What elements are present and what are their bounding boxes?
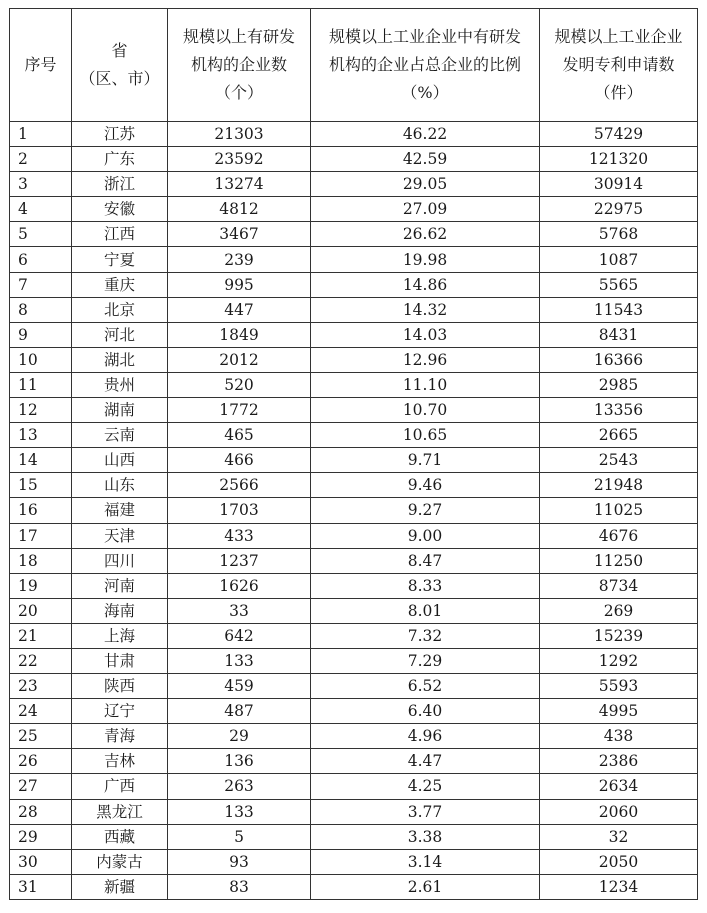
table-row <box>10 347 698 372</box>
cell-index: 17 <box>10 523 72 548</box>
cell-rd-enterprises: 5 <box>168 824 311 849</box>
cell-index: 12 <box>10 398 72 423</box>
cell-index: 13 <box>10 423 72 448</box>
cell-province: 黑龙江 <box>72 799 168 824</box>
cell-index: 25 <box>10 724 72 749</box>
cell-patent-applications: 5565 <box>540 272 698 297</box>
cell-province: 江西 <box>72 222 168 247</box>
cell-province: 福建 <box>72 498 168 523</box>
table-row <box>10 674 698 699</box>
cell-rd-ratio: 4.25 <box>311 774 540 799</box>
header-province <box>72 9 168 122</box>
table-body <box>10 122 698 900</box>
cell-patent-applications: 21948 <box>540 473 698 498</box>
cell-patent-applications: 11250 <box>540 548 698 573</box>
cell-rd-ratio: 4.96 <box>311 724 540 749</box>
cell-index: 23 <box>10 674 72 699</box>
cell-index: 22 <box>10 648 72 673</box>
table-row <box>10 322 698 347</box>
cell-rd-enterprises: 1703 <box>168 498 311 523</box>
cell-patent-applications: 5768 <box>540 222 698 247</box>
cell-rd-ratio: 2.61 <box>311 874 540 899</box>
cell-province: 湖北 <box>72 347 168 372</box>
cell-rd-ratio: 46.22 <box>311 122 540 147</box>
table-row <box>10 122 698 147</box>
cell-patent-applications: 1234 <box>540 874 698 899</box>
cell-province: 天津 <box>72 523 168 548</box>
cell-rd-enterprises: 447 <box>168 297 311 322</box>
cell-index: 3 <box>10 172 72 197</box>
cell-rd-enterprises: 13274 <box>168 172 311 197</box>
cell-rd-ratio: 8.33 <box>311 573 540 598</box>
cell-patent-applications: 11025 <box>540 498 698 523</box>
header-rd-ratio-line: 规模以上工业企业中有研发 <box>328 27 521 46</box>
cell-patent-applications: 2634 <box>540 774 698 799</box>
header-patent-applications-line: （件） <box>594 83 643 102</box>
cell-index: 19 <box>10 573 72 598</box>
cell-index: 1 <box>10 122 72 147</box>
cell-rd-ratio: 6.40 <box>311 699 540 724</box>
cell-patent-applications: 1292 <box>540 648 698 673</box>
cell-rd-enterprises: 1849 <box>168 322 311 347</box>
cell-rd-enterprises: 3467 <box>168 222 311 247</box>
cell-rd-enterprises: 465 <box>168 423 311 448</box>
table-row <box>10 222 698 247</box>
header-rd-ratio-line: （%） <box>401 83 449 102</box>
cell-rd-enterprises: 133 <box>168 648 311 673</box>
cell-index: 6 <box>10 247 72 272</box>
cell-rd-ratio: 4.47 <box>311 749 540 774</box>
cell-province: 山西 <box>72 448 168 473</box>
cell-rd-enterprises: 466 <box>168 448 311 473</box>
cell-rd-ratio: 27.09 <box>311 197 540 222</box>
table-row <box>10 623 698 648</box>
cell-rd-enterprises: 33 <box>168 598 311 623</box>
header-rd-enterprises-line: 机构的企业数 <box>190 55 287 74</box>
cell-index: 24 <box>10 699 72 724</box>
cell-rd-ratio: 14.32 <box>311 297 540 322</box>
cell-patent-applications: 57429 <box>540 122 698 147</box>
table-row <box>10 648 698 673</box>
cell-rd-enterprises: 4812 <box>168 197 311 222</box>
cell-index: 7 <box>10 272 72 297</box>
table-row <box>10 473 698 498</box>
cell-index: 8 <box>10 297 72 322</box>
cell-rd-enterprises: 995 <box>168 272 311 297</box>
cell-rd-ratio: 7.32 <box>311 623 540 648</box>
cell-patent-applications: 5593 <box>540 674 698 699</box>
cell-rd-enterprises: 1772 <box>168 398 311 423</box>
header-index <box>10 9 72 122</box>
cell-rd-enterprises: 239 <box>168 247 311 272</box>
cell-province: 四川 <box>72 548 168 573</box>
cell-rd-ratio: 7.29 <box>311 648 540 673</box>
cell-province: 新疆 <box>72 874 168 899</box>
cell-rd-ratio: 10.65 <box>311 423 540 448</box>
cell-patent-applications: 11543 <box>540 297 698 322</box>
header-row <box>10 9 698 122</box>
cell-patent-applications: 22975 <box>540 197 698 222</box>
table-row <box>10 548 698 573</box>
cell-rd-ratio: 19.98 <box>311 247 540 272</box>
cell-patent-applications: 2985 <box>540 372 698 397</box>
table-row <box>10 523 698 548</box>
cell-index: 9 <box>10 322 72 347</box>
table-row <box>10 372 698 397</box>
cell-province: 西藏 <box>72 824 168 849</box>
cell-patent-applications: 16366 <box>540 347 698 372</box>
table-row <box>10 849 698 874</box>
cell-index: 15 <box>10 473 72 498</box>
cell-province: 广西 <box>72 774 168 799</box>
cell-rd-ratio: 11.10 <box>311 372 540 397</box>
cell-index: 14 <box>10 448 72 473</box>
cell-patent-applications: 30914 <box>540 172 698 197</box>
cell-patent-applications: 269 <box>540 598 698 623</box>
cell-index: 11 <box>10 372 72 397</box>
cell-province: 河北 <box>72 322 168 347</box>
cell-patent-applications: 32 <box>540 824 698 849</box>
table-row <box>10 247 698 272</box>
cell-rd-ratio: 42.59 <box>311 147 540 172</box>
cell-rd-enterprises: 1626 <box>168 573 311 598</box>
cell-patent-applications: 15239 <box>540 623 698 648</box>
cell-index: 26 <box>10 749 72 774</box>
header-patent-applications <box>540 9 698 122</box>
cell-patent-applications: 2386 <box>540 749 698 774</box>
cell-rd-ratio: 8.47 <box>311 548 540 573</box>
table-row <box>10 498 698 523</box>
table-row <box>10 749 698 774</box>
table-row <box>10 699 698 724</box>
table-row <box>10 724 698 749</box>
cell-index: 30 <box>10 849 72 874</box>
cell-rd-enterprises: 133 <box>168 799 311 824</box>
cell-province: 内蒙古 <box>72 849 168 874</box>
cell-province: 甘肃 <box>72 648 168 673</box>
cell-rd-ratio: 3.14 <box>311 849 540 874</box>
header-rd-ratio-line: 机构的企业占总企业的比例 <box>328 55 521 74</box>
cell-province: 海南 <box>72 598 168 623</box>
header-patent-applications-line: 规模以上工业企业 <box>554 27 683 46</box>
cell-rd-ratio: 9.46 <box>311 473 540 498</box>
header-rd-enterprises-line: 规模以上有研发 <box>182 27 295 46</box>
table-row <box>10 448 698 473</box>
cell-province: 北京 <box>72 297 168 322</box>
cell-index: 28 <box>10 799 72 824</box>
table-row <box>10 874 698 899</box>
cell-province: 广东 <box>72 147 168 172</box>
cell-patent-applications: 2050 <box>540 849 698 874</box>
cell-index: 16 <box>10 498 72 523</box>
header-rd-enterprises-line: （个） <box>214 83 263 102</box>
cell-province: 陕西 <box>72 674 168 699</box>
table-row <box>10 147 698 172</box>
table-row <box>10 598 698 623</box>
cell-province: 安徽 <box>72 197 168 222</box>
cell-province: 青海 <box>72 724 168 749</box>
table-row <box>10 423 698 448</box>
cell-patent-applications: 121320 <box>540 147 698 172</box>
cell-patent-applications: 8431 <box>540 322 698 347</box>
cell-rd-ratio: 12.96 <box>311 347 540 372</box>
cell-index: 18 <box>10 548 72 573</box>
table-row <box>10 172 698 197</box>
cell-rd-enterprises: 136 <box>168 749 311 774</box>
cell-rd-enterprises: 1237 <box>168 548 311 573</box>
cell-province: 重庆 <box>72 272 168 297</box>
cell-index: 27 <box>10 774 72 799</box>
header-patent-applications-line: 发明专利申请数 <box>562 55 675 74</box>
cell-province: 吉林 <box>72 749 168 774</box>
cell-index: 29 <box>10 824 72 849</box>
cell-rd-ratio: 9.71 <box>311 448 540 473</box>
header-rd-enterprises <box>168 9 311 122</box>
cell-patent-applications: 13356 <box>540 398 698 423</box>
header-province-line: 省 <box>111 41 128 60</box>
header-province-line: （区、市） <box>79 69 160 88</box>
cell-rd-enterprises: 459 <box>168 674 311 699</box>
cell-province: 辽宁 <box>72 699 168 724</box>
cell-index: 31 <box>10 874 72 899</box>
data-table <box>9 8 698 900</box>
cell-index: 21 <box>10 623 72 648</box>
table-row <box>10 774 698 799</box>
table-row <box>10 297 698 322</box>
cell-rd-ratio: 26.62 <box>311 222 540 247</box>
cell-rd-enterprises: 642 <box>168 623 311 648</box>
cell-province: 江苏 <box>72 122 168 147</box>
cell-index: 20 <box>10 598 72 623</box>
cell-rd-enterprises: 93 <box>168 849 311 874</box>
table-row <box>10 197 698 222</box>
cell-province: 宁夏 <box>72 247 168 272</box>
table-row <box>10 799 698 824</box>
cell-rd-enterprises: 29 <box>168 724 311 749</box>
cell-patent-applications: 8734 <box>540 573 698 598</box>
cell-rd-ratio: 6.52 <box>311 674 540 699</box>
table-row <box>10 272 698 297</box>
cell-province: 贵州 <box>72 372 168 397</box>
cell-rd-ratio: 14.03 <box>311 322 540 347</box>
cell-patent-applications: 1087 <box>540 247 698 272</box>
cell-index: 2 <box>10 147 72 172</box>
cell-index: 5 <box>10 222 72 247</box>
cell-patent-applications: 2665 <box>540 423 698 448</box>
table-row <box>10 398 698 423</box>
table-row <box>10 824 698 849</box>
cell-rd-ratio: 3.77 <box>311 799 540 824</box>
cell-rd-enterprises: 263 <box>168 774 311 799</box>
cell-province: 河南 <box>72 573 168 598</box>
cell-province: 山东 <box>72 473 168 498</box>
cell-index: 10 <box>10 347 72 372</box>
cell-rd-ratio: 14.86 <box>311 272 540 297</box>
cell-rd-enterprises: 520 <box>168 372 311 397</box>
cell-patent-applications: 2543 <box>540 448 698 473</box>
cell-rd-ratio: 9.27 <box>311 498 540 523</box>
cell-rd-enterprises: 21303 <box>168 122 311 147</box>
cell-province: 云南 <box>72 423 168 448</box>
cell-rd-ratio: 9.00 <box>311 523 540 548</box>
header-rd-ratio <box>311 9 540 122</box>
cell-patent-applications: 2060 <box>540 799 698 824</box>
cell-patent-applications: 4676 <box>540 523 698 548</box>
cell-index: 4 <box>10 197 72 222</box>
cell-patent-applications: 438 <box>540 724 698 749</box>
cell-rd-enterprises: 487 <box>168 699 311 724</box>
header-index-line: 序号 <box>24 55 57 74</box>
cell-rd-enterprises: 2012 <box>168 347 311 372</box>
cell-rd-ratio: 10.70 <box>311 398 540 423</box>
table-row <box>10 573 698 598</box>
cell-rd-enterprises: 83 <box>168 874 311 899</box>
cell-rd-ratio: 29.05 <box>311 172 540 197</box>
cell-province: 浙江 <box>72 172 168 197</box>
cell-rd-enterprises: 23592 <box>168 147 311 172</box>
cell-patent-applications: 4995 <box>540 699 698 724</box>
cell-rd-ratio: 3.38 <box>311 824 540 849</box>
cell-province: 湖南 <box>72 398 168 423</box>
cell-rd-enterprises: 433 <box>168 523 311 548</box>
cell-rd-enterprises: 2566 <box>168 473 311 498</box>
table-header <box>10 9 698 122</box>
cell-rd-ratio: 8.01 <box>311 598 540 623</box>
cell-province: 上海 <box>72 623 168 648</box>
